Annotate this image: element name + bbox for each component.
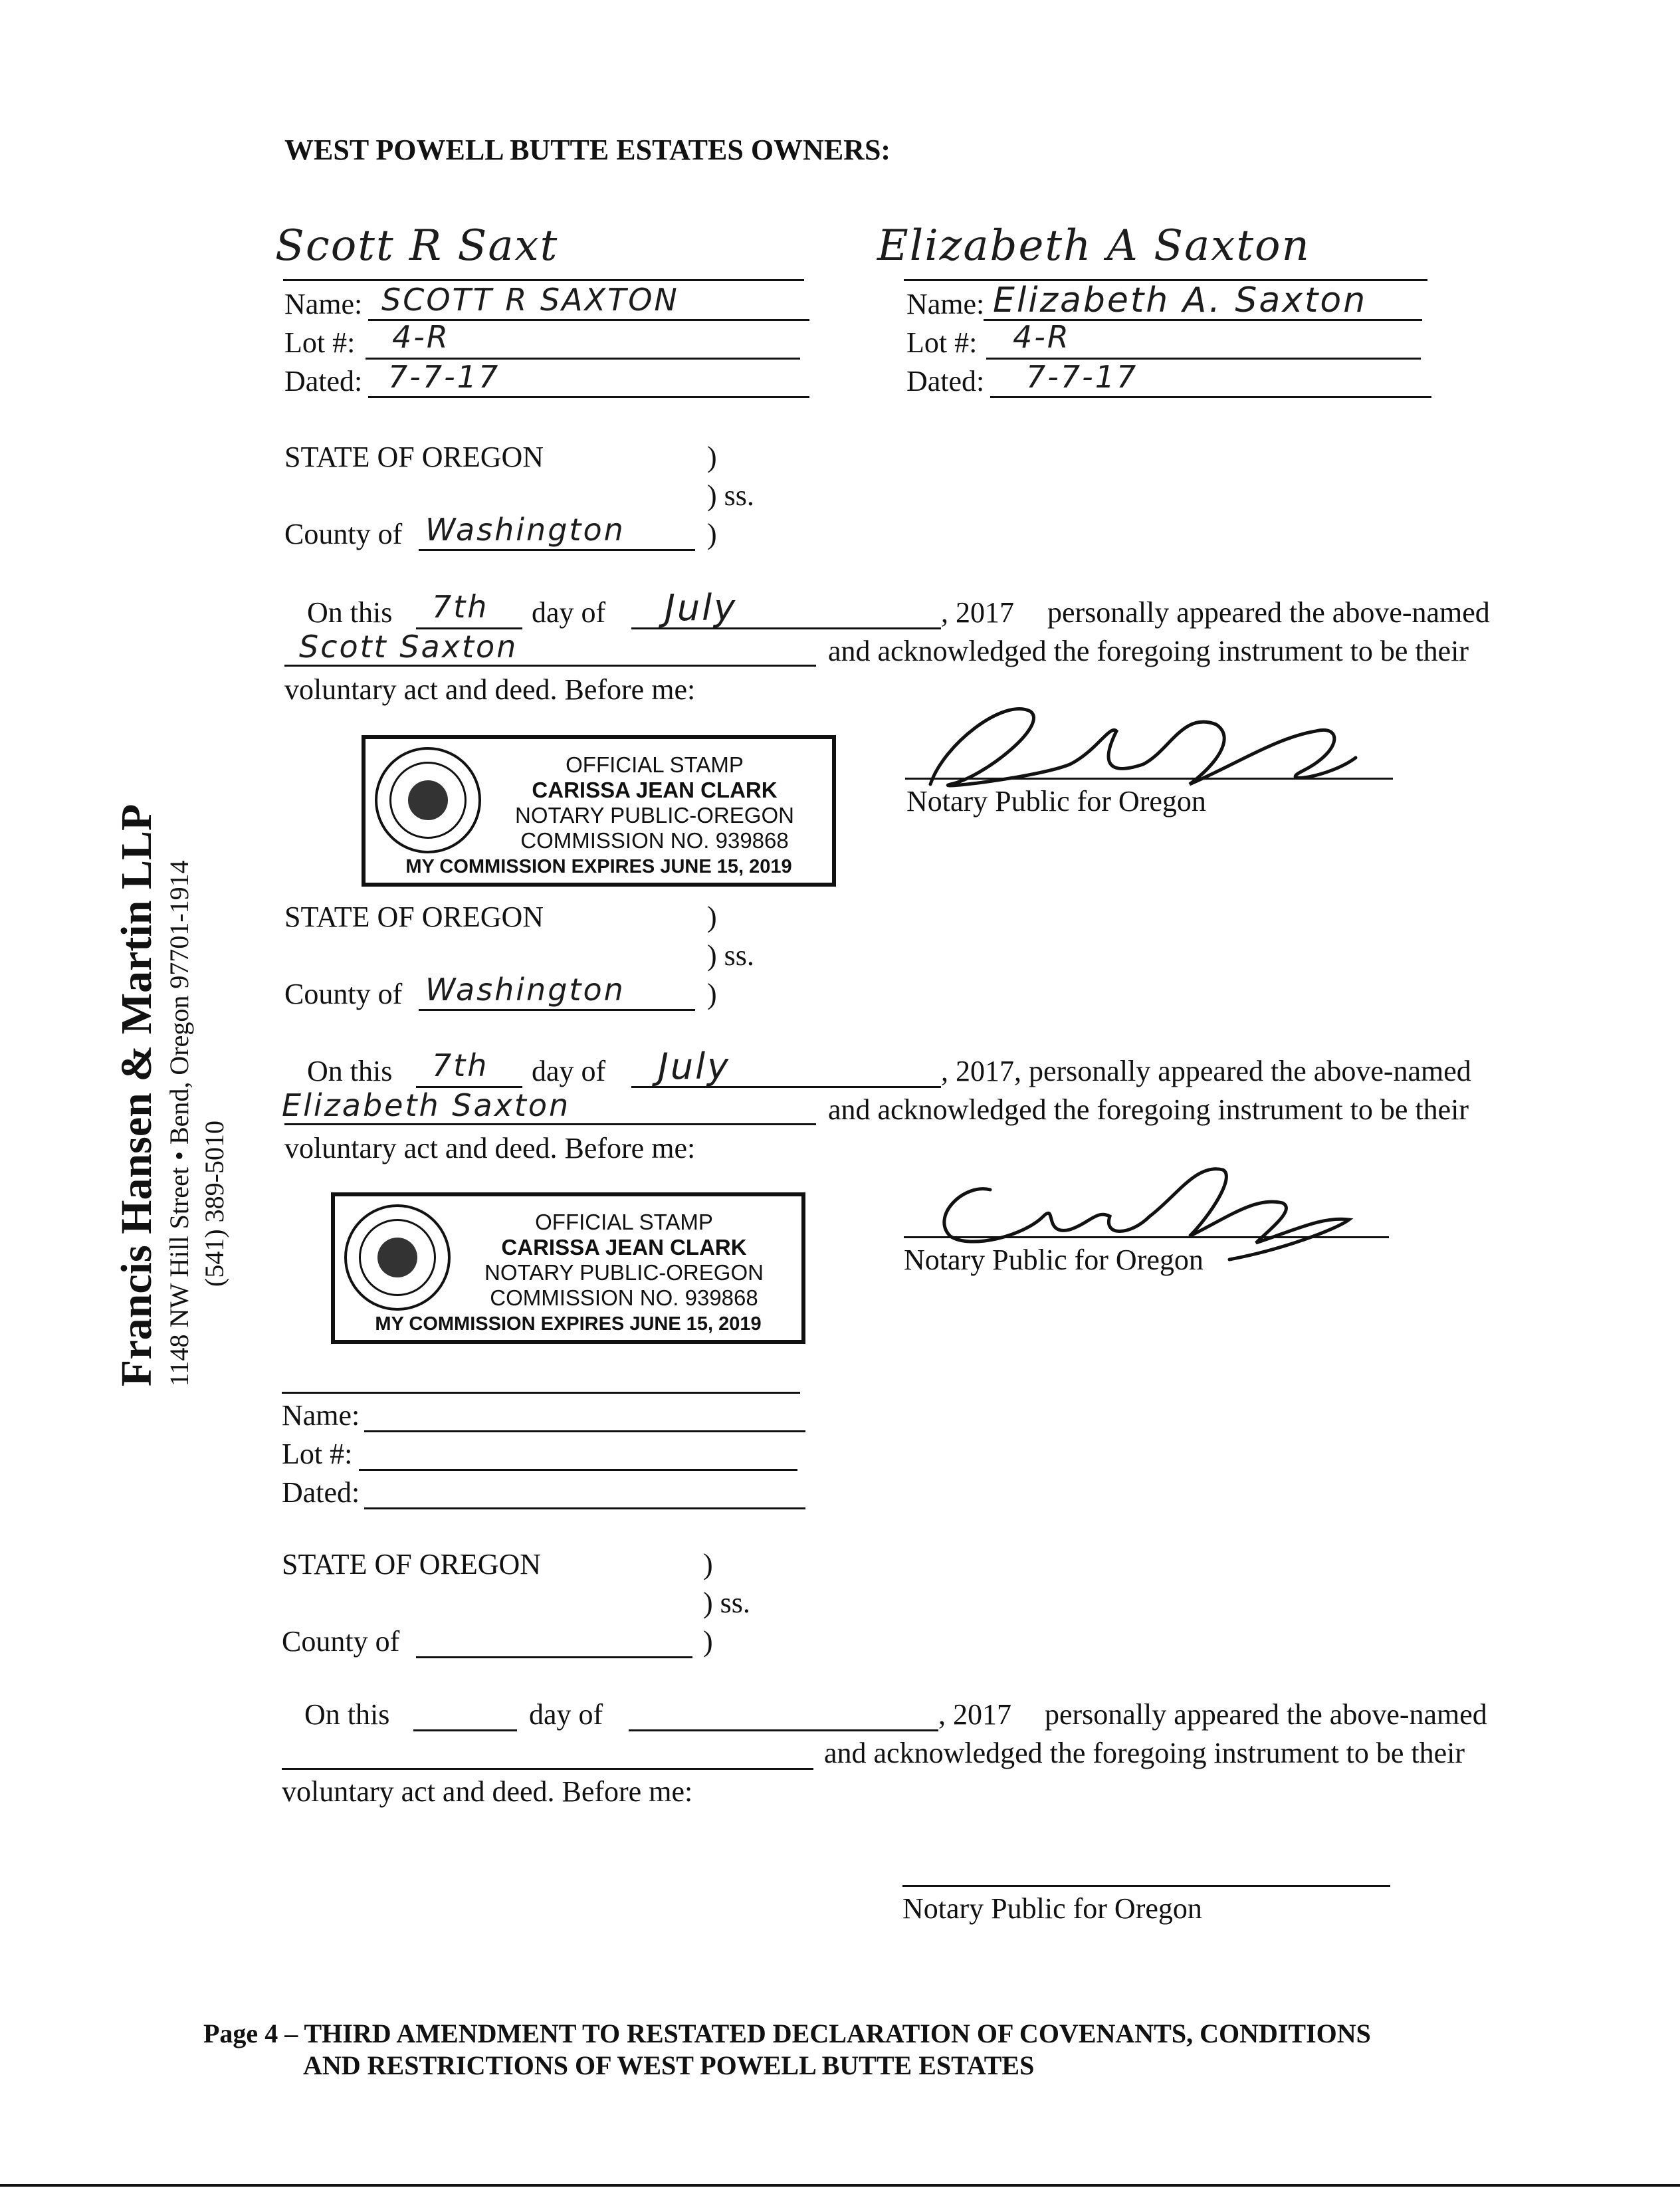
owner-left-dated-value: 7-7-17 bbox=[388, 359, 500, 395]
owner-right-name-value: Elizabeth A. Saxton bbox=[993, 280, 1368, 320]
footer-line-2: AND RESTRICTIONS OF WEST POWELL BUTTE ESTATES bbox=[303, 2050, 1035, 2080]
person-line-1 bbox=[284, 665, 816, 667]
notary-line-3 bbox=[902, 1885, 1390, 1887]
signature-line-left bbox=[283, 279, 804, 281]
day-value-2: 7th bbox=[432, 1047, 489, 1083]
owner-left-dated-line bbox=[368, 396, 809, 398]
county-label-2: County of bbox=[284, 978, 403, 1010]
appeared-1: personally appeared the above-named bbox=[1047, 596, 1490, 629]
county-label-1: County of bbox=[284, 518, 403, 550]
stamp-1-line1: OFFICIAL STAMP bbox=[566, 752, 744, 777]
acknowledged-3: and acknowledged the foregoing instrument to be their bbox=[824, 1737, 1465, 1769]
notary-label-2: Notary Public for Oregon bbox=[904, 1244, 1204, 1276]
county-line-3 bbox=[416, 1656, 692, 1658]
on-this-1: On this bbox=[307, 596, 393, 629]
year-1: , 2017 bbox=[941, 596, 1014, 629]
law-firm-name: Francis Hansen & Martin LLP bbox=[112, 804, 161, 1386]
day-of-3: day of bbox=[529, 1698, 603, 1731]
owner-right-signature: Elizabeth A Saxton bbox=[877, 221, 1311, 271]
owner-left-signature: Scott R Saxt bbox=[275, 221, 559, 271]
owner-right-dated-value: 7-7-17 bbox=[1026, 359, 1138, 395]
county-line-2 bbox=[419, 1009, 695, 1011]
day-of-2: day of bbox=[532, 1055, 606, 1087]
person-value-1: Scott Saxton bbox=[299, 629, 518, 665]
owner-left-lot-label: Lot #: bbox=[284, 326, 356, 359]
acknowledged-2: and acknowledged the foregoing instrument to be their bbox=[828, 1093, 1469, 1126]
on-this-2: On this bbox=[307, 1055, 393, 1087]
law-firm-sidebar bbox=[112, 804, 230, 1386]
stamp-2-line3: NOTARY PUBLIC-OREGON bbox=[484, 1260, 764, 1285]
county-label-3: County of bbox=[282, 1625, 400, 1658]
person-line-2 bbox=[284, 1123, 816, 1125]
footer-line-1: Page 4 – THIRD AMENDMENT TO RESTATED DECLARATION OF COVENANTS, CONDITIONS bbox=[203, 2019, 1371, 2048]
stamp-2-line4: COMMISSION NO. 939868 bbox=[490, 1285, 758, 1310]
voluntary-2: voluntary act and deed. Before me: bbox=[284, 1132, 696, 1164]
third-lot-line bbox=[359, 1469, 797, 1471]
year-2: , 2017, personally appeared the above-named bbox=[941, 1055, 1471, 1087]
acknowledged-1: and acknowledged the foregoing instrument to be their bbox=[828, 635, 1469, 667]
paren-2a: ) bbox=[707, 901, 717, 933]
paren-1a: ) bbox=[707, 441, 717, 473]
ss-3: ) ss. bbox=[703, 1586, 750, 1619]
notary-label-3: Notary Public for Oregon bbox=[902, 1892, 1202, 1925]
stamp-2-line2: CARISSA JEAN CLARK bbox=[501, 1235, 747, 1259]
third-name-line bbox=[364, 1430, 805, 1432]
notary-seal-icon bbox=[344, 1204, 451, 1311]
owner-left-name-label: Name: bbox=[284, 288, 363, 320]
stamp-1-line2: CARISSA JEAN CLARK bbox=[532, 778, 778, 802]
notary-stamp-1 bbox=[362, 735, 836, 887]
voluntary-1: voluntary act and deed. Before me: bbox=[284, 673, 696, 706]
state-of-oregon-2: STATE OF OREGON bbox=[284, 901, 544, 933]
voluntary-3: voluntary act and deed. Before me: bbox=[282, 1775, 693, 1808]
owner-left-dated-label: Dated: bbox=[284, 365, 363, 397]
state-of-oregon-1: STATE OF OREGON bbox=[284, 441, 544, 473]
notary-seal-icon bbox=[375, 747, 481, 853]
bottom-scan-edge bbox=[0, 2184, 1680, 2187]
owner-right-dated-line bbox=[990, 396, 1431, 398]
owners-heading: WEST POWELL BUTTE ESTATES OWNERS: bbox=[284, 134, 891, 166]
third-lot-label: Lot #: bbox=[282, 1438, 353, 1470]
stamp-1-line4: COMMISSION NO. 939868 bbox=[520, 828, 789, 853]
county-value-2: Washington bbox=[425, 972, 625, 1008]
owner-right-lot-label: Lot #: bbox=[906, 326, 978, 359]
state-of-oregon-3: STATE OF OREGON bbox=[282, 1548, 542, 1581]
third-dated-label: Dated: bbox=[282, 1476, 360, 1509]
law-firm-phone: (541) 389-5010 bbox=[199, 1121, 229, 1287]
signature-line-3 bbox=[282, 1392, 800, 1394]
month-line-3 bbox=[629, 1729, 938, 1731]
paren-1b: ) bbox=[707, 518, 717, 550]
appeared-3: personally appeared the above-named bbox=[1045, 1698, 1487, 1731]
third-dated-line bbox=[364, 1507, 805, 1509]
owner-left-name-value: SCOTT R SAXTON bbox=[381, 282, 679, 318]
notary-line-1 bbox=[905, 778, 1393, 780]
stamp-1-line5: MY COMMISSION EXPIRES JUNE 15, 2019 bbox=[405, 856, 792, 877]
day-line-3 bbox=[413, 1729, 517, 1731]
year-3: , 2017 bbox=[938, 1698, 1011, 1731]
county-line-1 bbox=[419, 549, 695, 551]
person-value-2: Elizabeth Saxton bbox=[282, 1087, 571, 1123]
month-value-1: July bbox=[665, 587, 738, 629]
law-firm-address: 1148 NW Hill Street • Bend, Oregon 97701-1914 bbox=[164, 860, 194, 1386]
paren-3b: ) bbox=[703, 1625, 713, 1658]
on-this-3: On this bbox=[304, 1698, 390, 1731]
owner-left-lot-value: 4-R bbox=[392, 319, 450, 355]
ss-1: ) ss. bbox=[707, 479, 754, 512]
stamp-1-line3: NOTARY PUBLIC-OREGON bbox=[515, 803, 794, 827]
paren-2b: ) bbox=[707, 978, 717, 1010]
day-value-1: 7th bbox=[432, 589, 489, 625]
ss-2: ) ss. bbox=[707, 939, 754, 972]
person-line-3 bbox=[282, 1768, 813, 1770]
stamp-2-line1: OFFICIAL STAMP bbox=[535, 1210, 713, 1234]
notary-stamp-2 bbox=[331, 1192, 805, 1344]
owner-right-name-label: Name: bbox=[906, 288, 985, 320]
paren-3a: ) bbox=[703, 1548, 713, 1581]
owner-right-lot-value: 4-R bbox=[1013, 319, 1071, 355]
day-of-1: day of bbox=[532, 596, 606, 629]
county-value-1: Washington bbox=[425, 512, 625, 548]
third-name-label: Name: bbox=[282, 1399, 360, 1432]
owner-right-dated-label: Dated: bbox=[906, 365, 985, 397]
stamp-2-line5: MY COMMISSION EXPIRES JUNE 15, 2019 bbox=[375, 1313, 762, 1335]
notary-line-2 bbox=[904, 1236, 1389, 1238]
month-value-2: July bbox=[658, 1045, 731, 1087]
notary-label-1: Notary Public for Oregon bbox=[906, 785, 1206, 818]
